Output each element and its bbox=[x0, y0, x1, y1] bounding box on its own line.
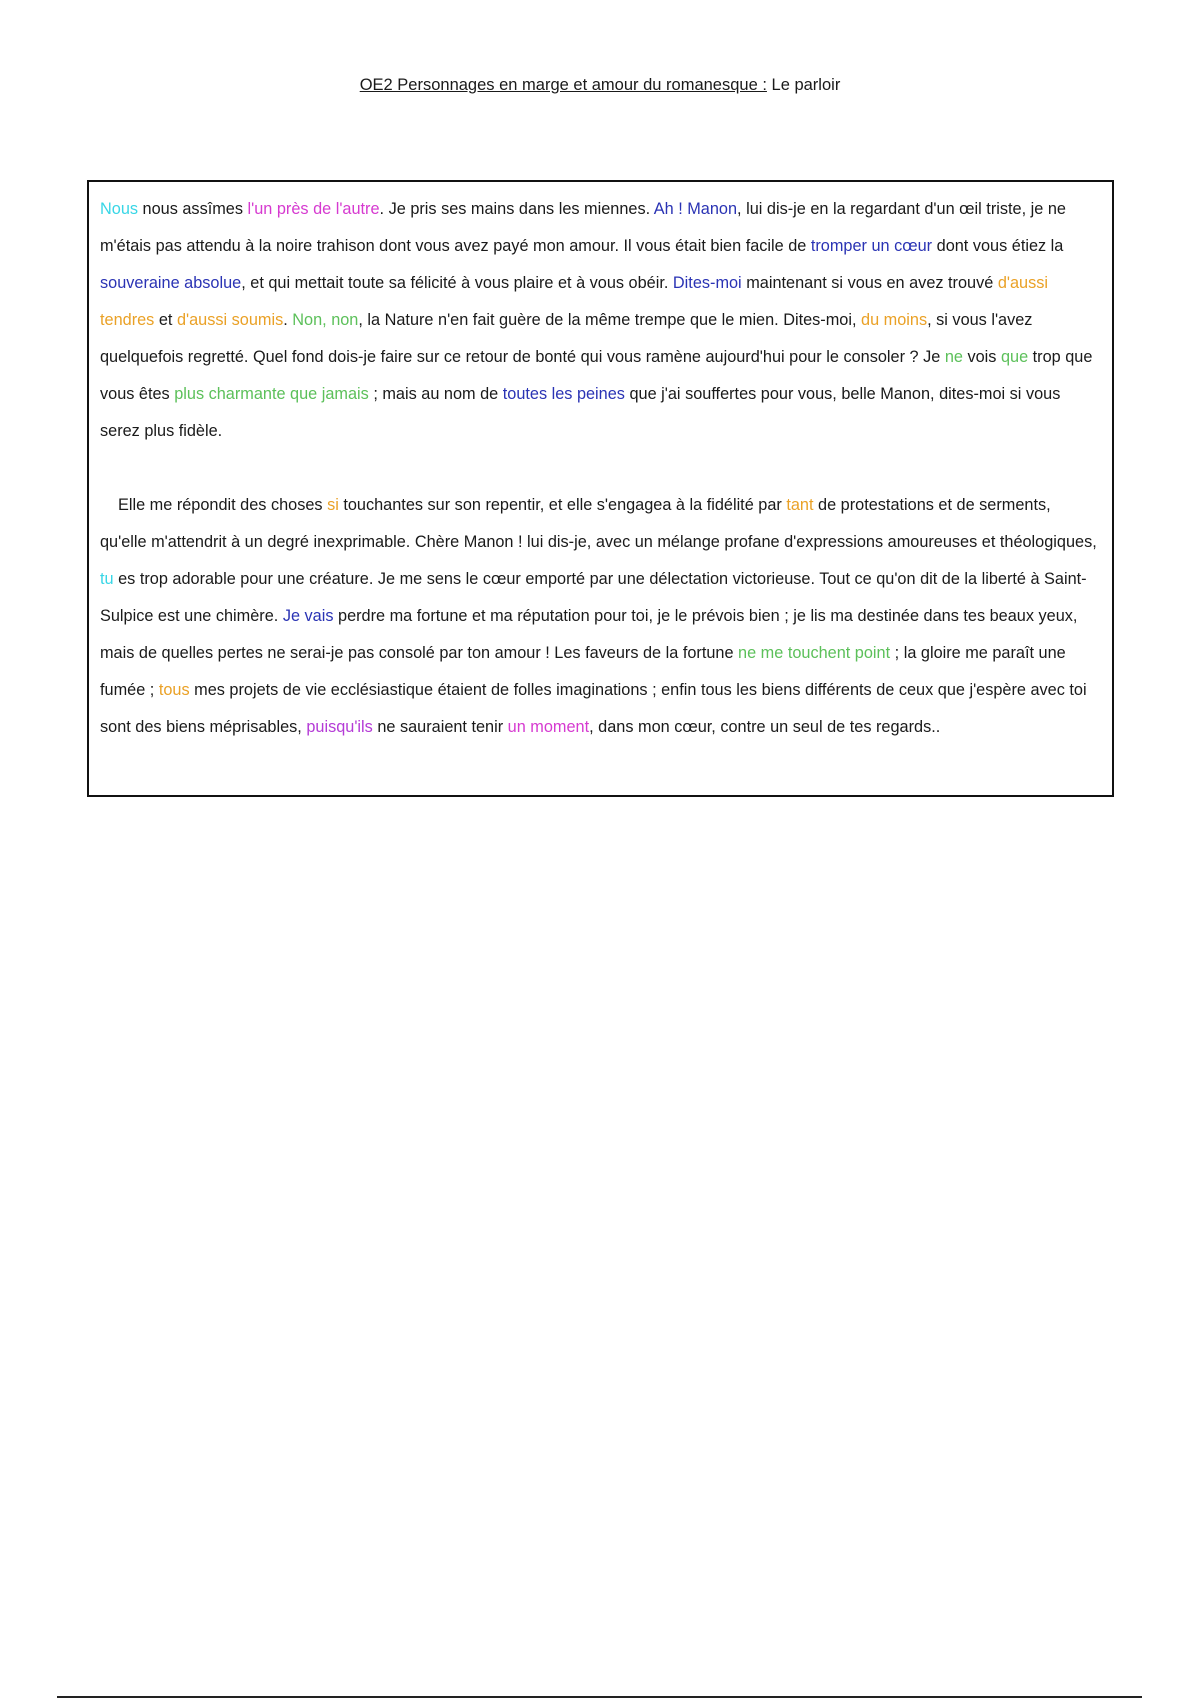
highlighted-phrase: d'aussi soumis bbox=[176, 311, 284, 329]
page-title bbox=[0, 74, 1200, 96]
text-segment: Elle me répondit des choses bbox=[118, 496, 328, 514]
text-segment: dont vous étiez la bbox=[932, 237, 1064, 255]
highlighted-phrase: d'aussi tendres bbox=[100, 274, 1048, 329]
highlighted-phrase: l'un près de l'autre bbox=[247, 200, 380, 218]
text-segment: mes projets de vie ecclésiastique étaient de folles imaginations ; enfin tous les biens différents de ceux que j'espère avec toi sont des biens méprisables, bbox=[100, 681, 1087, 736]
page-title-underlined: OE2 Personnages en marge et amour du romanesque : bbox=[359, 76, 767, 94]
highlighted-phrase: tous bbox=[158, 681, 190, 699]
footer-rule bbox=[57, 1696, 1142, 1698]
highlighted-phrase: que bbox=[1000, 348, 1029, 366]
text-segment: maintenant si vous en avez trouvé bbox=[741, 274, 998, 292]
highlighted-phrase: Nous bbox=[100, 200, 139, 218]
highlighted-phrase: tromper un cœur bbox=[810, 237, 933, 255]
text-segment: , dans mon cœur, contre un seul de tes regards.. bbox=[589, 718, 941, 736]
text-segment: ; mais au nom de bbox=[368, 385, 503, 403]
text-segment: ; la gloire me paraît une fumée ; bbox=[100, 644, 1066, 699]
text-segment: trop que vous êtes bbox=[100, 348, 1093, 403]
highlighted-phrase: puisqu'ils bbox=[306, 718, 373, 736]
text-segment: nous assîmes bbox=[138, 200, 248, 218]
highlighted-phrase: ne bbox=[944, 348, 963, 366]
highlighted-phrase: tant bbox=[786, 496, 814, 514]
paragraph-1 bbox=[100, 191, 1100, 450]
highlighted-phrase: souveraine absolue bbox=[100, 274, 242, 292]
highlighted-phrase: toutes les peines bbox=[502, 385, 625, 403]
highlighted-phrase: du moins bbox=[861, 311, 928, 329]
text-segment: es trop adorable pour une créature. Je me sens le cœur emporté par une délectation victorieuse. Tout ce qu'on dit de la liberté à Saint-Sulpice est une chimère. bbox=[100, 570, 1087, 625]
text-segment: ne sauraient tenir bbox=[372, 718, 508, 736]
highlighted-phrase: ne me touchent point bbox=[738, 644, 891, 662]
highlighted-phrase: Non, non bbox=[292, 311, 359, 329]
text-segment: de protestations et de serments, qu'elle m'attendrit à un degré inexprimable. Chère Manon ! lui dis-je, avec un mélange profane d'expressions amoureuses et théologiques, bbox=[100, 496, 1097, 551]
text-segment: . Je pris ses mains dans les miennes. bbox=[379, 200, 654, 218]
text-segment: vois bbox=[962, 348, 1001, 366]
text-segment: . bbox=[283, 311, 293, 329]
text-segment: , lui dis-je en la regardant d'un œil triste, je ne m'étais pas attendu à la noire trahison dont vous avez payé mon amour. Il vous était bien facile de bbox=[100, 200, 1066, 255]
text-segment: et bbox=[154, 311, 177, 329]
highlighted-phrase: tu bbox=[100, 570, 114, 588]
highlighted-phrase: Dites-moi bbox=[672, 274, 742, 292]
paragraph-spacer bbox=[100, 450, 1100, 487]
text-segment: perdre ma fortune et ma réputation pour toi, je le prévois bien ; je lis ma destinée dans tes beaux yeux, mais de quelles pertes ne serai-je pas consolé par ton amour ! Les faveurs de la fortune bbox=[100, 607, 1078, 662]
text-segment: que j'ai souffertes pour vous, belle Manon, dites-moi si vous serez plus fidèle. bbox=[100, 385, 1061, 440]
paragraph-2 bbox=[100, 487, 1100, 746]
highlighted-phrase: plus charmante que jamais bbox=[174, 385, 369, 403]
highlighted-phrase: Je vais bbox=[282, 607, 334, 625]
page-title-rest: Le parloir bbox=[766, 76, 841, 94]
text-segment: touchantes sur son repentir, et elle s'engagea à la fidélité par bbox=[338, 496, 787, 514]
highlighted-phrase: un moment bbox=[507, 718, 590, 736]
highlighted-phrase: si bbox=[327, 496, 339, 514]
text-segment: , et qui mettait toute sa félicité à vous plaire et à vous obéir. bbox=[241, 274, 673, 292]
highlighted-phrase: Ah ! Manon bbox=[653, 200, 738, 218]
text-segment: , si vous l'avez quelquefois regretté. Quel fond dois-je faire sur ce retour de bonté qui vous ramène aujourd'hui pour le consoler ? Je bbox=[100, 311, 1033, 366]
text-segment: , la Nature n'en fait guère de la même trempe que le mien. Dites-moi, bbox=[358, 311, 862, 329]
excerpt-box bbox=[87, 180, 1114, 797]
